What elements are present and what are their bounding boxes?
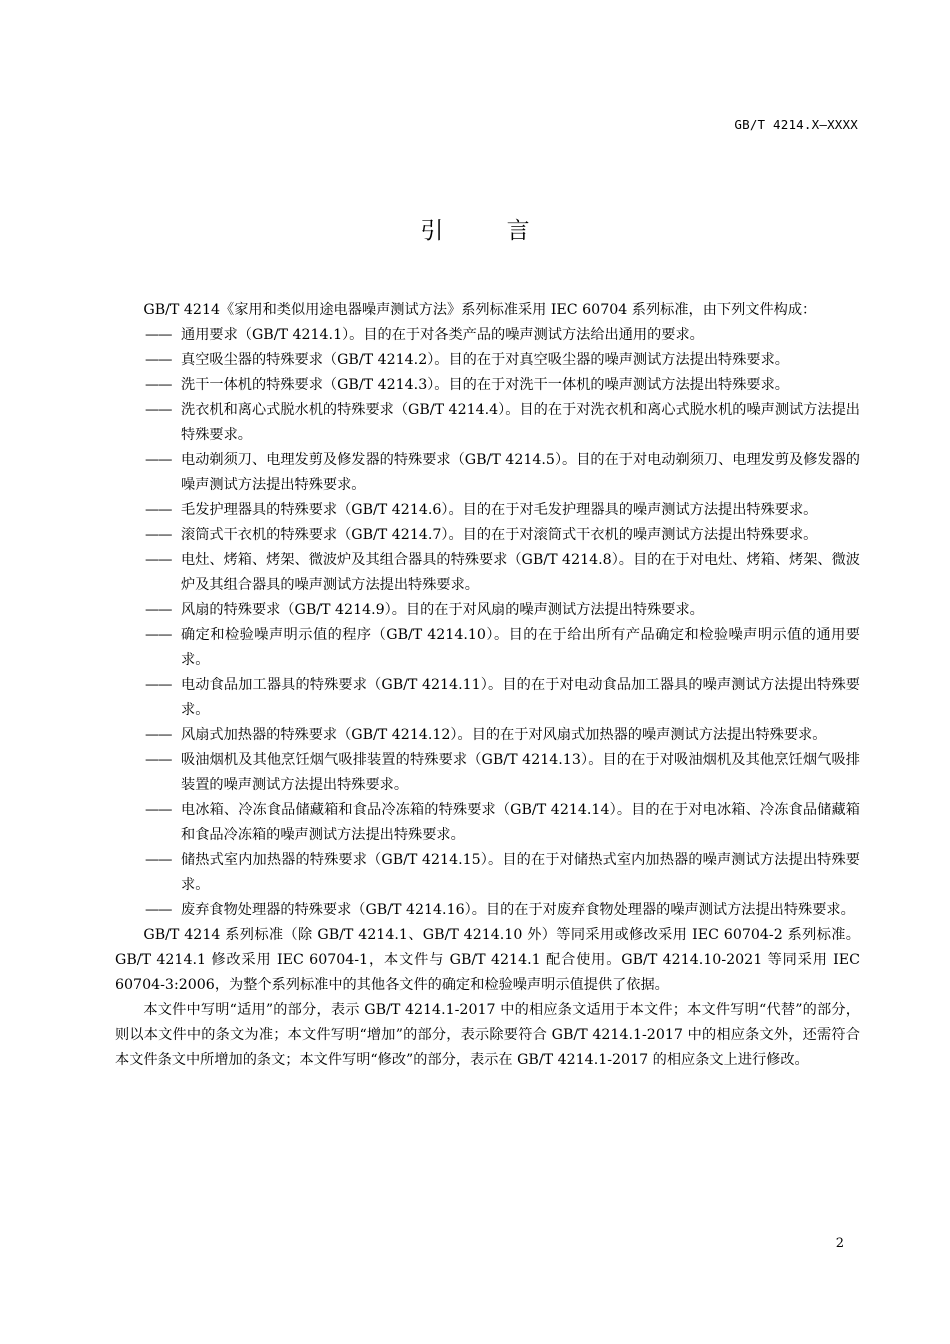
list-item [115, 448, 860, 498]
list-item-text: 风扇的特殊要求（GB/T 4214.9）。目的在于对风扇的噪声测试方法提出特殊要求。 [181, 602, 704, 618]
list-item [115, 748, 860, 798]
list-item-text: 电动剃须刀、电理发剪及修发器的特殊要求（GB/T 4214.5）。目的在于对电动剃须刀、电理发剪及修发器的噪声测试方法提出特殊要求。 [181, 452, 860, 493]
list-item [115, 598, 860, 623]
document-list [115, 323, 860, 923]
list-item-text: 洗干一体机的特殊要求（GB/T 4214.3）。目的在于对洗干一体机的噪声测试方法提出特殊要求。 [181, 377, 789, 393]
list-item-text: 真空吸尘器的特殊要求（GB/T 4214.2）。目的在于对真空吸尘器的噪声测试方法提出特殊要求。 [181, 352, 789, 368]
list-dash: —— [145, 602, 172, 618]
list-item-text: 确定和检验噪声明示值的程序（GB/T 4214.10）。目的在于给出所有产品确定和检验噪声明示值的通用要求。 [181, 627, 860, 668]
list-item-text: 风扇式加热器的特殊要求（GB/T 4214.12）。目的在于对风扇式加热器的噪声测试方法提出特殊要求。 [181, 727, 827, 743]
list-item [115, 523, 860, 548]
list-dash: —— [145, 377, 172, 393]
list-item-text: 电动食品加工器具的特殊要求（GB/T 4214.11）。目的在于对电动食品加工器具的噪声测试方法提出特殊要求。 [181, 677, 860, 718]
page-number: 2 [835, 1236, 844, 1251]
list-item [115, 373, 860, 398]
intro-paragraph: GB/T 4214《家用和类似用途电器噪声测试方法》系列标准采用 IEC 60704 系列标准，由下列文件构成： [143, 302, 817, 318]
list-dash: —— [145, 802, 172, 818]
list-item-text: 废弃食物处理器的特殊要求（GB/T 4214.16）。目的在于对废弃食物处理器的噪声测试方法提出特殊要求。 [181, 902, 855, 918]
list-dash: —— [145, 452, 172, 468]
list-item [115, 898, 860, 923]
list-item [115, 848, 860, 898]
list-item-text: 储热式室内加热器的特殊要求（GB/T 4214.15）。目的在于对储热式室内加热器的噪声测试方法提出特殊要求。 [181, 852, 860, 893]
document-body [115, 298, 860, 1073]
applicability-paragraph: 本文件中写明“适用”的部分，表示 GB/T 4214.1-2017 中的相应条文适用于本文件；本文件写明“代替”的部分，则以本文件中的条文为准；本文件写明“增加”的部分，表示除要符合 GB/T 4214.1-2017 中的相应条文外，还需符合本文件条文中所增加的条文；本文件写明“修改”的部分，表示在 GB/T 4214.1-2017 的相应条文上进行修改。 [115, 1002, 860, 1068]
list-dash: —— [145, 502, 172, 518]
list-item-text: 吸油烟机及其他烹饪烟气吸排装置的特殊要求（GB/T 4214.13）。目的在于对吸油烟机及其他烹饪烟气吸排装置的噪声测试方法提出特殊要求。 [181, 752, 860, 793]
list-dash: —— [145, 727, 172, 743]
list-item [115, 323, 860, 348]
list-item [115, 498, 860, 523]
list-dash: —— [145, 402, 172, 418]
list-dash: —— [145, 352, 172, 368]
list-item [115, 798, 860, 848]
list-item-text: 滚筒式干衣机的特殊要求（GB/T 4214.7）。目的在于对滚筒式干衣机的噪声测试方法提出特殊要求。 [181, 527, 818, 543]
series-adoption-paragraph: GB/T 4214 系列标准（除 GB/T 4214.1、GB/T 4214.10 外）等同采用或修改采用 IEC 60704-2 系列标准。GB/T 4214.1 修改采用 IEC 60704-1，本文件与 GB/T 4214.1 配合使用。GB/T 4214.10-2021 等同采用 IEC 60704-3:2006，为整个系列标准中的其他各文件的确定和检验噪声明示值提供了依据。 [115, 927, 860, 993]
list-item-text: 电冰箱、冷冻食品储藏箱和食品冷冻箱的特殊要求（GB/T 4214.14）。目的在于对电冰箱、冷冻食品储藏箱和食品冷冻箱的噪声测试方法提出特殊要求。 [181, 802, 860, 843]
list-dash: —— [145, 677, 172, 693]
list-dash: —— [145, 327, 172, 343]
list-dash: —— [145, 852, 172, 868]
list-item-text: 毛发护理器具的特殊要求（GB/T 4214.6）。目的在于对毛发护理器具的噪声测试方法提出特殊要求。 [181, 502, 818, 518]
page-title: 引 言 [420, 218, 558, 244]
list-dash: —— [145, 527, 172, 543]
list-dash: —— [145, 552, 172, 568]
list-item [115, 348, 860, 373]
list-item [115, 723, 860, 748]
list-item [115, 623, 860, 673]
list-item-text: 通用要求（GB/T 4214.1）。目的在于对各类产品的噪声测试方法给出通用的要求。 [181, 327, 704, 343]
list-dash: —— [145, 752, 172, 768]
list-item [115, 398, 860, 448]
standard-code-header: GB/T 4214.X—XXXX [734, 117, 858, 132]
list-item [115, 673, 860, 723]
list-dash: —— [145, 627, 172, 643]
list-dash: —— [145, 902, 172, 918]
list-item-text: 电灶、烤箱、烤架、微波炉及其组合器具的特殊要求（GB/T 4214.8）。目的在于对电灶、烤箱、烤架、微波炉及其组合器具的噪声测试方法提出特殊要求。 [181, 552, 860, 593]
list-item-text: 洗衣机和离心式脱水机的特殊要求（GB/T 4214.4）。目的在于对洗衣机和离心式脱水机的噪声测试方法提出特殊要求。 [181, 402, 860, 443]
list-item [115, 548, 860, 598]
